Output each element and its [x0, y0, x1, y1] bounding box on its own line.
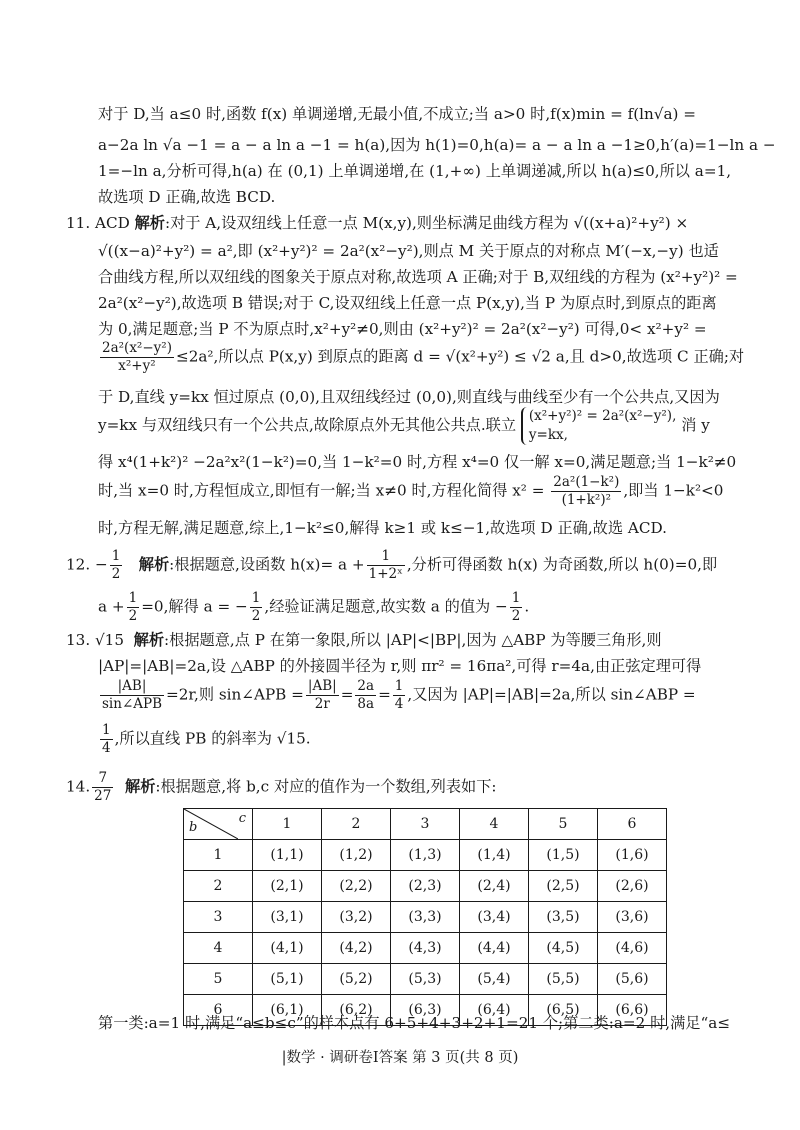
column-header: 3: [391, 809, 460, 840]
row-header: 1: [184, 840, 253, 871]
table-cell: (2,4): [460, 871, 529, 902]
q14-last-line: 第一类:a=1 时,满足“a≤b≤c”的样本点有 6+5+4+3+2+1=21 个;第二类:a=2 时,满足“a≤: [98, 1014, 731, 1032]
q10-line-1: 对于 D,当 a≤0 时,函数 f(x) 单调递增,无最小值,不成立;当 a>0 时,f(x)min = f(ln√a) =: [98, 105, 697, 123]
fraction-denominator: 2r: [314, 696, 330, 712]
q11-line-10-text: 时,当 x=0 时,方程恒成立,即恒有一解;当 x≠0 时,方程化简得 x² =: [98, 481, 545, 500]
table-row: [184, 964, 667, 995]
q11-line-6: [98, 340, 745, 375]
table-row: [184, 933, 667, 964]
column-header: 4: [460, 809, 529, 840]
table-cell: (4,4): [460, 933, 529, 964]
q11-line-3: 合曲线方程,所以双纽线的图象关于原点对称,故选项 A 正确;对于 B,双纽线的方程为 (x²+y²)² =: [98, 268, 738, 286]
q11-line-10-end: ,即当 1−k²<0: [623, 481, 724, 500]
fraction-numerator: 2a²(1−k²): [553, 474, 620, 490]
table-cell: (2,6): [598, 871, 667, 902]
table-cell: (3,6): [598, 902, 667, 933]
table-cell: (6,6): [598, 995, 667, 1026]
table-cell: (2,1): [253, 871, 322, 902]
q12-half-3: [510, 590, 523, 625]
q11-fraction-2: [551, 474, 621, 509]
q10-line-3: 1=−ln a,分析可得,h(a) 在 (0,1) 上单调递增,在 (1,+∞) 上单调递减,所以 h(a)≤0,所以 a=1,: [98, 162, 732, 180]
table-cell: (6,1): [253, 995, 322, 1026]
row-header: 3: [184, 902, 253, 933]
q13-line-3: $\frac{|AB|}{\text{sin∠APB}}$ =2r,则 sin∠APB = $\frac{|AB|}{2r}$ = $\frac{2a}{8a}$ = $\frac{1}{4}$ ,又因为 |AP|=|AB|=2a,所以 sin∠ABP =: [102, 678, 696, 712]
q11-line-5: 为 0,满足题意;当 P 不为原点时,x²+y²≠0,则由 (x²+y²)² = 2a²(x²−y²) 可得,0< x²+y² =: [98, 320, 707, 338]
row-header: 5: [184, 964, 253, 995]
q13-fraction-3: [355, 678, 376, 713]
q11-line-4: 2a²(x²−y²),故选项 B 错误;对于 C,设双纽线上任意一点 P(x,y),当 P 为原点时,到原点的距离: [98, 294, 717, 312]
q11-fraction-1: [100, 340, 174, 375]
q11-line-6-text: ≤2a²,所以点 P(x,y) 到原点的距离 d = √(x²+y²) ≤ √2 a,且 d>0,故选项 C 正确;对: [175, 347, 745, 366]
q11-line-8-end: 消 y: [681, 416, 710, 434]
fraction-numerator: 1: [511, 590, 521, 606]
q12-label: 解析: [138, 555, 170, 574]
q13-line-1: [66, 630, 662, 650]
q12-line2-b: =0,解得 a = −: [141, 597, 248, 616]
q13-fraction-1: [100, 678, 164, 713]
fraction-numerator: 2a: [357, 678, 375, 694]
column-header: 5: [529, 809, 598, 840]
table-cell: (1,1): [253, 840, 322, 871]
q13-label: 解析: [133, 631, 165, 649]
fraction-denominator: 4: [394, 696, 404, 712]
q11-line-9: 得 x⁴(1+k²)² −2a²x²(1−k²)=0,当 1−k²=0 时,方程 x⁴=0 仅一解 x=0,满足题意;当 1−k²≠0: [98, 453, 737, 471]
table-corner-cell: [184, 809, 253, 840]
table-cell: (2,3): [391, 871, 460, 902]
row-header: 2: [184, 871, 253, 902]
q12-line2-a: a +: [98, 597, 125, 616]
q12-line2-c: ,经验证满足题意,故实数 a 的值为 −: [264, 597, 508, 616]
table-cell: (4,3): [391, 933, 460, 964]
table-cell: (1,3): [391, 840, 460, 871]
table-row: [184, 871, 667, 902]
q14-number: 14.: [66, 777, 91, 796]
column-header: 6: [598, 809, 667, 840]
q11-line-8: [98, 407, 738, 445]
q14-text-1: :根据题意,将 b,c 对应的值作为一个数组,列表如下:: [155, 777, 497, 796]
table-row: [184, 902, 667, 933]
q12-text-b: ,分析可得函数 h(x) 为奇函数,所以 h(0)=0,即: [406, 555, 718, 574]
q12-text-a: :根据题意,设函数 h(x)= a +: [169, 555, 365, 574]
q13-line-4: [98, 722, 738, 757]
fraction-numerator: 2a²(x²−y²): [102, 340, 172, 356]
q13-text-3a: =2r,则 sin∠APB =: [166, 685, 304, 704]
q12-fraction: [367, 548, 405, 583]
q10-line-2: a−2a ln √a −1 = a − a ln a −1 = h(a),因为 h(1)=0,h(a)= a − a ln a −1≥0,h′(a)=1−ln a −: [98, 136, 776, 154]
q13-text-1: :根据题意,点 P 在第一象限,所以 |AP|<|BP|,因为 △ABP 为等腰三角形,则: [164, 631, 662, 649]
q14-line-1: [66, 770, 497, 805]
fraction-denominator: 1+2ˣ: [368, 566, 403, 582]
q13-text-4: ,所以直线 PB 的斜率为 √15.: [114, 729, 311, 748]
fraction-numerator: |AB|: [100, 678, 164, 696]
table-cell: (6,2): [322, 995, 391, 1026]
q13-fraction-2: [306, 678, 339, 713]
q13-number: 13. √15: [66, 631, 124, 649]
table-cell: (6,3): [391, 995, 460, 1026]
table-cell: (1,5): [529, 840, 598, 871]
table-cell: (3,3): [391, 902, 460, 933]
table-cell: (4,2): [322, 933, 391, 964]
q12-number: 12. −: [66, 555, 108, 574]
fraction-denominator: 4: [102, 740, 111, 756]
system-eq-2: y=kx,: [528, 427, 568, 443]
table-cell: (4,1): [253, 933, 322, 964]
fraction-denominator: (1+k²)²: [561, 492, 612, 508]
q12-line2-d: .: [524, 597, 530, 616]
table-header-row: [184, 809, 667, 840]
table-cell: (2,2): [322, 871, 391, 902]
table-cell: (3,4): [460, 902, 529, 933]
q11-block: [66, 213, 688, 233]
fraction-denominator: sin∠APB: [102, 696, 163, 712]
q11-line-10: [98, 474, 738, 509]
q12-half-1: [127, 590, 140, 625]
fraction-denominator: 2: [511, 608, 521, 624]
fraction-numerator: |AB|: [307, 678, 337, 694]
column-header: 2: [322, 809, 391, 840]
table-cell: (1,4): [460, 840, 529, 871]
q13-fraction-5: [100, 722, 113, 757]
fraction-denominator: x²+y²: [118, 358, 156, 374]
fraction-denominator: 2: [111, 566, 121, 582]
system-eq-1: (x²+y²)² = 2a²(x²−y²),: [528, 408, 677, 424]
fraction-numerator: 1: [111, 548, 121, 564]
q13-text-3b: ,又因为 |AP|=|AB|=2a,所以 sin∠ABP =: [407, 685, 696, 704]
table-cell: (5,3): [391, 964, 460, 995]
q11-line-7: 于 D,直线 y=kx 恒过原点 (0,0),且双纽线经过 (0,0),则直线与曲线至少有一个公共点,又因为: [98, 388, 720, 406]
table-cell: (5,1): [253, 964, 322, 995]
q12-answer-fraction: [110, 548, 123, 583]
table-cell: (4,5): [529, 933, 598, 964]
q12-half-2: [250, 590, 263, 625]
fraction-numerator: 7: [92, 770, 113, 788]
table-cell: (5,6): [598, 964, 667, 995]
table-cell: (5,4): [460, 964, 529, 995]
fraction-denominator: 2: [251, 608, 261, 624]
table-cell: (4,6): [598, 933, 667, 964]
q11-line-11: 时,方程无解,满足题意,综上,1−k²≤0,解得 k≥1 或 k≤−1,故选项 D 正确,故选 ACD.: [98, 519, 667, 537]
table-cell: (1,6): [598, 840, 667, 871]
fraction-numerator: 1: [102, 722, 111, 738]
fraction-denominator: 2: [128, 608, 138, 624]
q12-line-1: [66, 548, 717, 583]
fraction-numerator: 1: [251, 590, 261, 606]
sample-space-table: [183, 808, 667, 1026]
q11-line-8-text: y=kx 与双纽线只有一个公共点,故除原点外无其他公共点.联立: [98, 416, 517, 434]
page-footer: |数学 · 调研卷Ⅰ答案 第 3 页(共 8 页): [281, 1050, 519, 1066]
corner-label-c: c: [238, 811, 246, 826]
q13-fraction-4: [393, 678, 406, 713]
table-cell: (3,2): [322, 902, 391, 933]
q13-line-2: |AP|=|AB|=2a,设 △ABP 的外接圆半径为 r,则 πr² = 16πa²,可得 r=4a,由正弦定理可得: [98, 657, 702, 675]
table-cell: (6,5): [529, 995, 598, 1026]
q14-answer-fraction: [92, 770, 113, 805]
q11-number: 11. ACD: [66, 214, 130, 232]
table-cell: (2,5): [529, 871, 598, 902]
fraction-numerator: 1: [128, 590, 138, 606]
fraction-numerator: 1: [367, 548, 405, 566]
q11-line-1: :对于 A,设双纽线上任意一点 M(x,y),则坐标满足曲线方程为 √((x+a)²+y²) ×: [164, 214, 689, 232]
q11-label: 解析: [134, 214, 165, 232]
fraction-numerator: 1: [394, 678, 404, 694]
table-cell: (3,1): [253, 902, 322, 933]
q10-line-4: 故选项 D 正确,故选 BCD.: [98, 188, 276, 206]
table-cell: (6,4): [460, 995, 529, 1026]
q12-line-2: [98, 590, 738, 625]
corner-label-b: b: [189, 820, 198, 835]
q11-line-2: √((x−a)²+y²) = a²,即 (x²+y²)² = 2a²(x²−y²),则点 M 关于原点的对称点 M′(−x,−y) 也适: [98, 242, 719, 260]
table-cell: (5,5): [529, 964, 598, 995]
fraction-denominator: 8a: [357, 696, 375, 712]
q14-label: 解析: [125, 777, 156, 796]
table-cell: (5,2): [322, 964, 391, 995]
fraction-denominator: 27: [94, 788, 112, 804]
table-cell: (3,5): [529, 902, 598, 933]
row-header: 6: [184, 995, 253, 1026]
row-header: 4: [184, 933, 253, 964]
q11-equation-system: [521, 407, 676, 445]
column-header: 1: [253, 809, 322, 840]
table-cell: (1,2): [322, 840, 391, 871]
table-row: [184, 840, 667, 871]
